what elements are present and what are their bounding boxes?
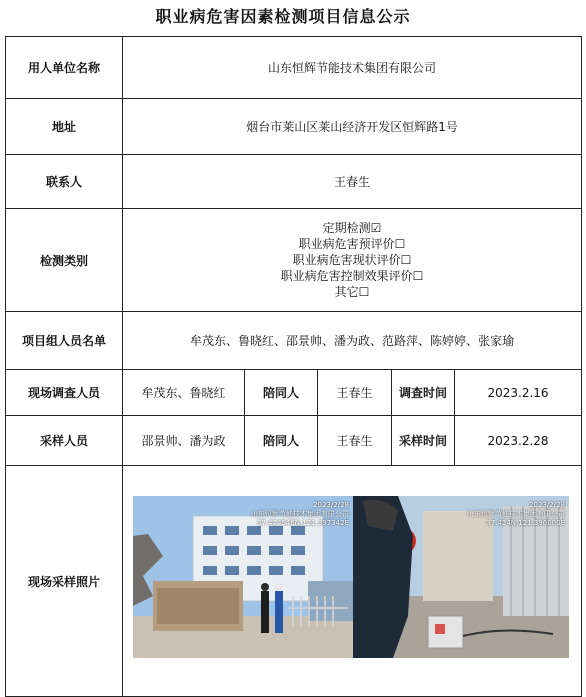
survey-time-label: 调查时间: [392, 370, 455, 416]
sampling-time-value: 2023.2.28: [455, 416, 582, 466]
type-other: 其它☐: [334, 285, 370, 299]
row-team: [6, 312, 582, 370]
row-contact: [6, 155, 582, 209]
survey-value: 牟茂东、鲁晓红: [123, 370, 245, 416]
survey-label: 现场调查人员: [6, 370, 123, 416]
team-label: 项目组人员名单: [6, 312, 123, 370]
page-title: 职业病危害因素检测项目信息公示: [155, 7, 411, 26]
row-employer: [6, 37, 582, 99]
type-pre-assessment: 职业病危害预评价☐: [298, 237, 406, 251]
contact-value: 王春生: [123, 155, 582, 209]
type-control-assessment: 职业病危害控制效果评价☐: [280, 269, 424, 283]
employer-value: 山东恒辉节能技术集团有限公司: [123, 37, 582, 99]
row-type: [6, 209, 582, 312]
row-survey: [6, 370, 582, 416]
type-status-assessment: 职业病危害现状评价☐: [292, 253, 412, 267]
entrance-photo-stamp: 2023/2/28 山东恒辉节能技术集团有限公司 37.424546N,121.397342E: [251, 501, 349, 527]
sampling-escort-value: 王春生: [318, 416, 392, 466]
survey-escort-value: 王春生: [318, 370, 392, 416]
sampling-photo-stamp: 2023/2/28 山东恒辉节能技术集团有限公司 37.424N,121.396000E: [467, 501, 565, 527]
type-periodic: 定期检测☑: [322, 221, 382, 235]
site-photo-sampling: [353, 496, 569, 658]
info-table: [5, 36, 582, 697]
sampling-escort-label: 陪同人: [245, 416, 318, 466]
sampling-time-label: 采样时间: [392, 416, 455, 466]
row-photos: [6, 466, 582, 697]
type-label: 检测类别: [6, 209, 123, 312]
photo-label: 现场采样照片: [6, 466, 123, 697]
photo-cell: [123, 466, 582, 697]
sampling-value: 邵景帅、潘为政: [123, 416, 245, 466]
employer-label: 用人单位名称: [6, 37, 123, 99]
site-photo-entrance: [133, 496, 353, 658]
survey-escort-label: 陪同人: [245, 370, 318, 416]
address-value: 烟台市莱山区莱山经济开发区恒辉路1号: [123, 99, 582, 155]
type-list: [123, 209, 582, 312]
address-label: 地址: [6, 99, 123, 155]
team-value: 牟茂东、鲁晓红、邵景帅、潘为政、范路萍、陈婷婷、张家瑜: [123, 312, 582, 370]
contact-label: 联系人: [6, 155, 123, 209]
sampling-label: 采样人员: [6, 416, 123, 466]
row-sampling: [6, 416, 582, 466]
row-address: [6, 99, 582, 155]
survey-time-value: 2023.2.16: [455, 370, 582, 416]
